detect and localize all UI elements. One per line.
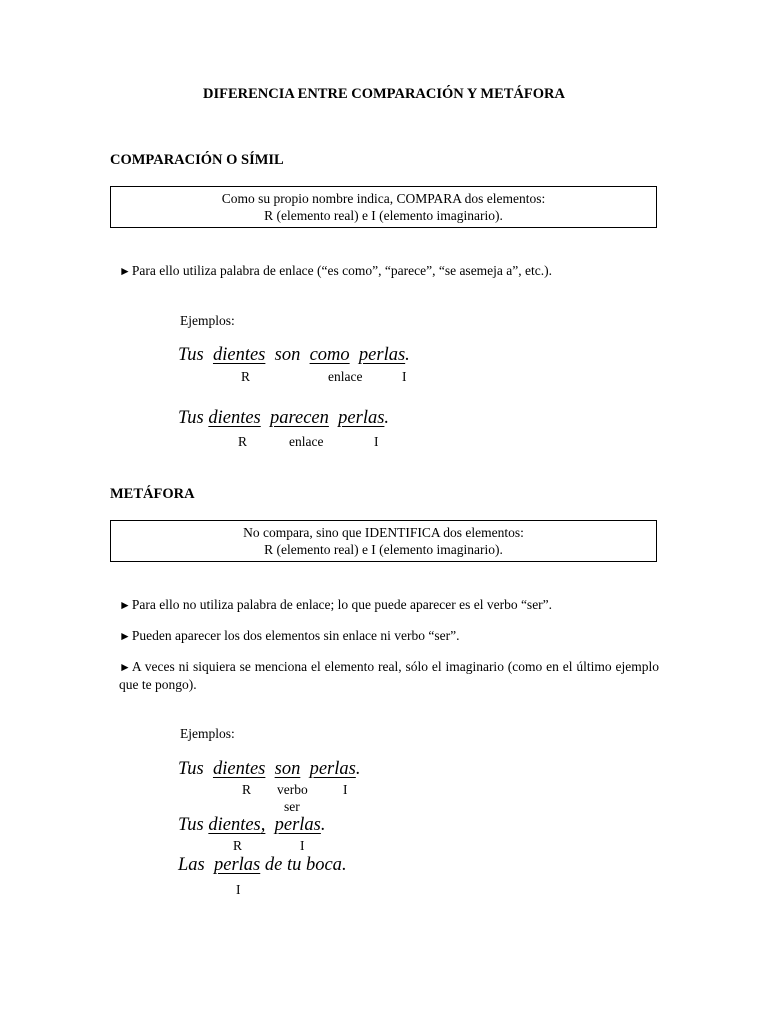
tag-real: R	[241, 369, 251, 384]
bullet-arrow-icon: ►	[119, 629, 131, 643]
word: Tus	[178, 408, 204, 428]
sentence-end: .	[405, 345, 410, 365]
word-imaginary: perlas	[214, 855, 261, 875]
bullet-item	[119, 627, 659, 645]
example-sentence	[178, 759, 360, 780]
bullet-text: Para ello utiliza palabra de enlace (“es como”, “parece”, “se asemeja a”, etc.).	[131, 263, 553, 278]
bullet-arrow-icon: ►	[119, 660, 131, 674]
page-title: DIFERENCIA ENTRE COMPARACIÓN Y METÁFORA	[203, 86, 565, 102]
word: Tus	[178, 815, 204, 835]
word-real: dientes	[208, 408, 261, 428]
section-heading-metafora: METÁFORA	[110, 486, 195, 502]
definition-line: R (elemento real) e I (elemento imaginario).	[264, 542, 503, 557]
sentence-end: .	[320, 815, 326, 835]
word: Las	[178, 855, 205, 875]
tag-link: enlace	[289, 434, 324, 449]
word-imaginary: perlas	[274, 815, 321, 835]
word-link: como	[309, 345, 350, 365]
word-real: dientes	[212, 345, 266, 365]
tag-imaginary: I	[343, 782, 348, 797]
tag-real: R	[233, 838, 243, 853]
bullet-arrow-icon: ►	[119, 264, 131, 278]
tag-verb-ser: ser	[284, 799, 300, 814]
tag-link: enlace	[328, 369, 363, 384]
sentence-end: .	[341, 855, 347, 875]
bullet-text: Para ello no utiliza palabra de enlace; lo que puede aparecer es el verbo “ser”.	[131, 597, 553, 612]
word-real: dientes	[208, 815, 261, 835]
examples-label: Ejemplos:	[180, 726, 235, 741]
tag-imaginary: I	[402, 369, 407, 384]
sentence-end: .	[384, 408, 390, 428]
tag-real: R	[242, 782, 252, 797]
word-imaginary: perlas	[309, 759, 356, 779]
word-imaginary: perlas	[338, 408, 385, 428]
word-link: parecen	[270, 408, 329, 428]
definition-box-metafora	[110, 520, 657, 562]
examples-label: Ejemplos:	[180, 313, 235, 328]
bullet-text: Pueden aparecer los dos elementos sin enlace ni verbo “ser”.	[131, 628, 460, 643]
word-real: dientes	[212, 759, 266, 779]
word: son	[274, 345, 301, 365]
word: Tus	[178, 345, 204, 365]
tag-real: R	[238, 434, 248, 449]
tag-imaginary: I	[300, 838, 305, 853]
bullet-arrow-icon: ►	[119, 598, 131, 612]
tag-imaginary: I	[374, 434, 379, 449]
tag-imaginary: I	[236, 882, 241, 897]
bullet-item	[119, 596, 659, 614]
bullet-item	[119, 262, 659, 280]
tag-verb: verbo	[277, 782, 308, 797]
definition-line: R (elemento real) e I (elemento imaginario).	[264, 208, 503, 223]
section-heading-comparacion: COMPARACIÓN O SÍMIL	[110, 152, 284, 168]
sentence-end: .	[355, 759, 361, 779]
bullet-text: A veces ni siquiera se menciona el elemento real, sólo el imaginario (como en el último ejemplo que te pongo).	[119, 659, 659, 692]
example-sentence	[178, 815, 326, 836]
example-sentence	[178, 408, 389, 429]
word-imaginary: perlas	[358, 345, 406, 365]
example-sentence	[178, 855, 347, 876]
bullet-item	[119, 658, 659, 693]
word: de tu boca	[264, 855, 342, 875]
definition-line: Como su propio nombre indica, COMPARA dos elementos:	[221, 191, 546, 206]
comma: ,	[260, 815, 266, 835]
definition-box-comparacion	[110, 186, 657, 228]
word: Tus	[178, 759, 204, 779]
definition-line: No compara, sino que IDENTIFICA dos elementos:	[243, 525, 524, 540]
word-verb: son	[274, 759, 301, 779]
example-sentence	[178, 345, 410, 366]
